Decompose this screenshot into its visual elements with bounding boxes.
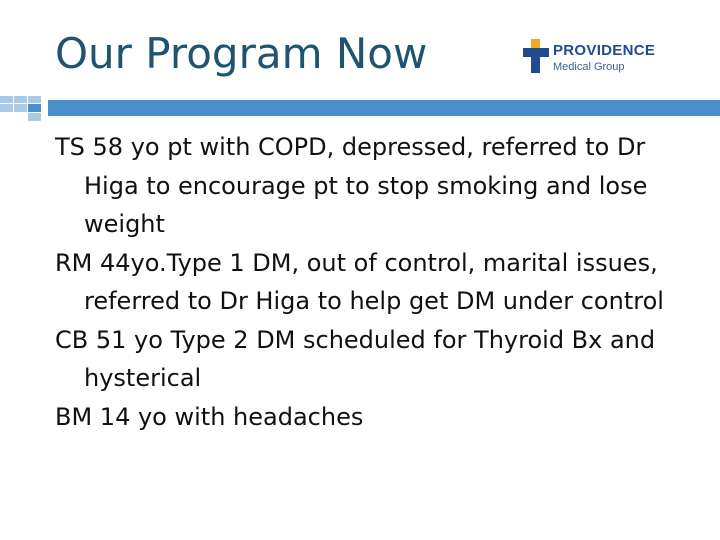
bullet-item: TS 58 yo pt with COPD, depressed, referred to Dr Higa to encourage pt to stop smoking and lose weight bbox=[55, 133, 648, 238]
bullet-item: RM 44yo.Type 1 DM, out of control, marital issues, referred to Dr Higa to help get DM under control bbox=[55, 248, 664, 315]
corner-accent-squares bbox=[0, 96, 44, 122]
slide-title: Our Program Now bbox=[55, 29, 428, 78]
bullet-item: BM 14 yo with headaches bbox=[55, 402, 364, 431]
providence-logo bbox=[523, 39, 693, 79]
logo-subtitle: Medical Group bbox=[553, 61, 625, 73]
logo-name: PROVIDENCE bbox=[553, 42, 656, 59]
bullet-item: CB 51 yo Type 2 DM scheduled for Thyroid Bx and hysterical bbox=[55, 325, 656, 392]
providence-cross-icon bbox=[523, 39, 549, 73]
bullet-list bbox=[55, 128, 695, 436]
title-divider-bar bbox=[48, 100, 720, 116]
